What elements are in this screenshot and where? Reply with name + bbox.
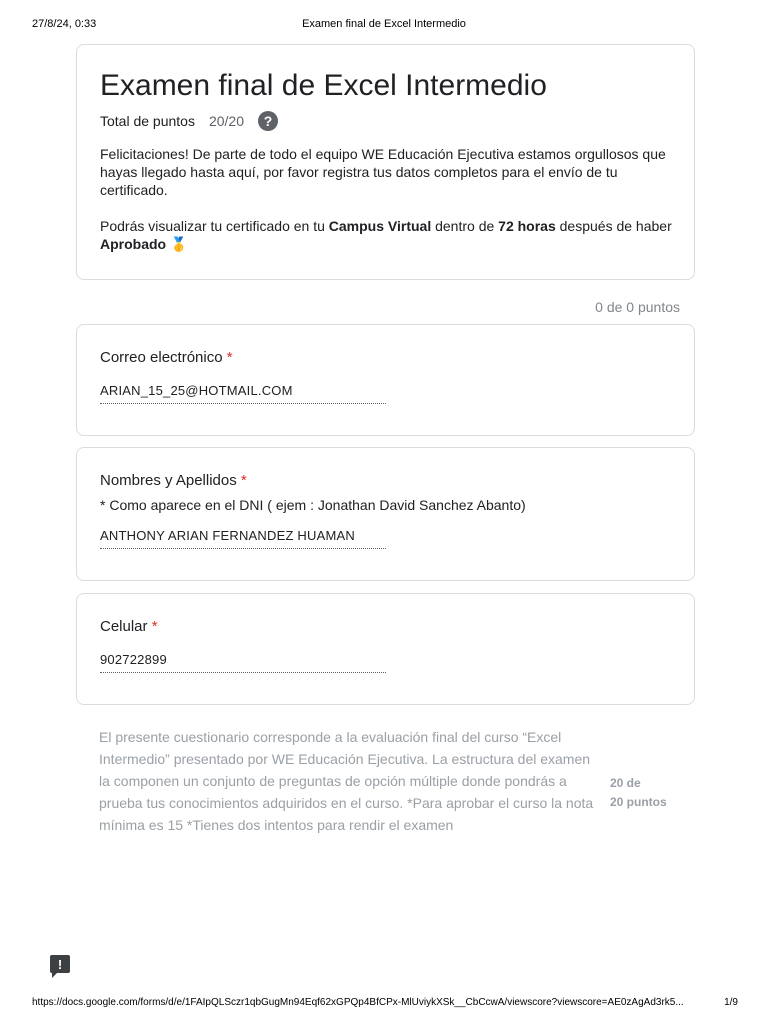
desc-text: después de haber bbox=[555, 218, 672, 234]
form-description bbox=[100, 145, 675, 271]
question-title: Correo electrónico bbox=[100, 349, 223, 366]
question-label bbox=[100, 349, 233, 366]
section-score-line-1: 20 de bbox=[610, 776, 641, 790]
total-score-value: 20/20 bbox=[208, 113, 245, 129]
email-answer: ARIAN_15_25@HOTMAIL.COM bbox=[100, 383, 386, 404]
question-card-name bbox=[76, 447, 695, 581]
required-mark: * bbox=[226, 349, 233, 366]
medal-icon: 🥇 bbox=[170, 236, 188, 252]
question-card-email bbox=[76, 324, 695, 436]
section-points: 0 de 0 puntos bbox=[595, 299, 680, 315]
description-paragraph-1: Felicitaciones! De parte de todo el equipo WE Educación Ejecutiva estamos orgullosos que hayas llegado hasta aquí, por favor registra tus datos completos para el envío de tu certificado. bbox=[100, 146, 666, 198]
print-page-number: 1/9 bbox=[724, 997, 738, 1008]
question-label bbox=[100, 472, 247, 489]
name-answer: ANTHONY ARIAN FERNANDEZ HUAMAN bbox=[100, 528, 386, 549]
description-paragraph-2 bbox=[100, 217, 675, 253]
help-icon[interactable]: ? bbox=[258, 111, 278, 131]
form-header-card bbox=[76, 44, 695, 280]
section-score bbox=[610, 774, 700, 812]
desc-text: Podrás visualizar tu certificado en tu bbox=[100, 218, 329, 234]
campus-virtual-text: Campus Virtual bbox=[328, 218, 432, 234]
required-mark: * bbox=[151, 618, 158, 635]
question-card-phone bbox=[76, 593, 695, 705]
question-title: Nombres y Apellidos bbox=[100, 472, 237, 489]
question-helper-text: * Como aparece en el DNI ( ejem : Jonathan David Sanchez Abanto) bbox=[100, 497, 526, 513]
section-score-line-2: 20 puntos bbox=[610, 795, 667, 809]
total-score-label: Total de puntos bbox=[100, 113, 195, 129]
print-url: https://docs.google.com/forms/d/e/1FAIpQLSczr1qbGugMn94Eqf62xGPQp4BfCPx-MlUviykXSk__CbCcwA/viewscore?viewscore=AE0zAgAd3rk5... bbox=[32, 997, 684, 1008]
approved-text: Aprobado bbox=[100, 236, 167, 252]
print-document-title: Examen final de Excel Intermedio bbox=[302, 18, 466, 30]
total-score-row bbox=[100, 109, 278, 133]
section-description: El presente cuestionario corresponde a la evaluación final del curso “Excel Intermedio” presentado por WE Educación Ejecutiva. La estructura del examen la componen un conjunto de preguntas de opción múltiple donde pondrás a prueba tus conocimientos adquiridos en el curso. *Para aprobar el curso la nota mínima es 15 *Tienes dos intentos para rendir el examen bbox=[99, 729, 594, 833]
desc-text: dentro de bbox=[431, 218, 499, 234]
question-label bbox=[100, 618, 158, 635]
phone-answer: 902722899 bbox=[100, 652, 386, 673]
form-title: Examen final de Excel Intermedio bbox=[100, 69, 547, 102]
hours-text: 72 horas bbox=[498, 218, 556, 234]
feedback-icon[interactable]: ! bbox=[50, 955, 70, 973]
print-date: 27/8/24, 0:33 bbox=[32, 18, 97, 30]
required-mark: * bbox=[240, 472, 247, 489]
question-title: Celular bbox=[100, 618, 148, 635]
